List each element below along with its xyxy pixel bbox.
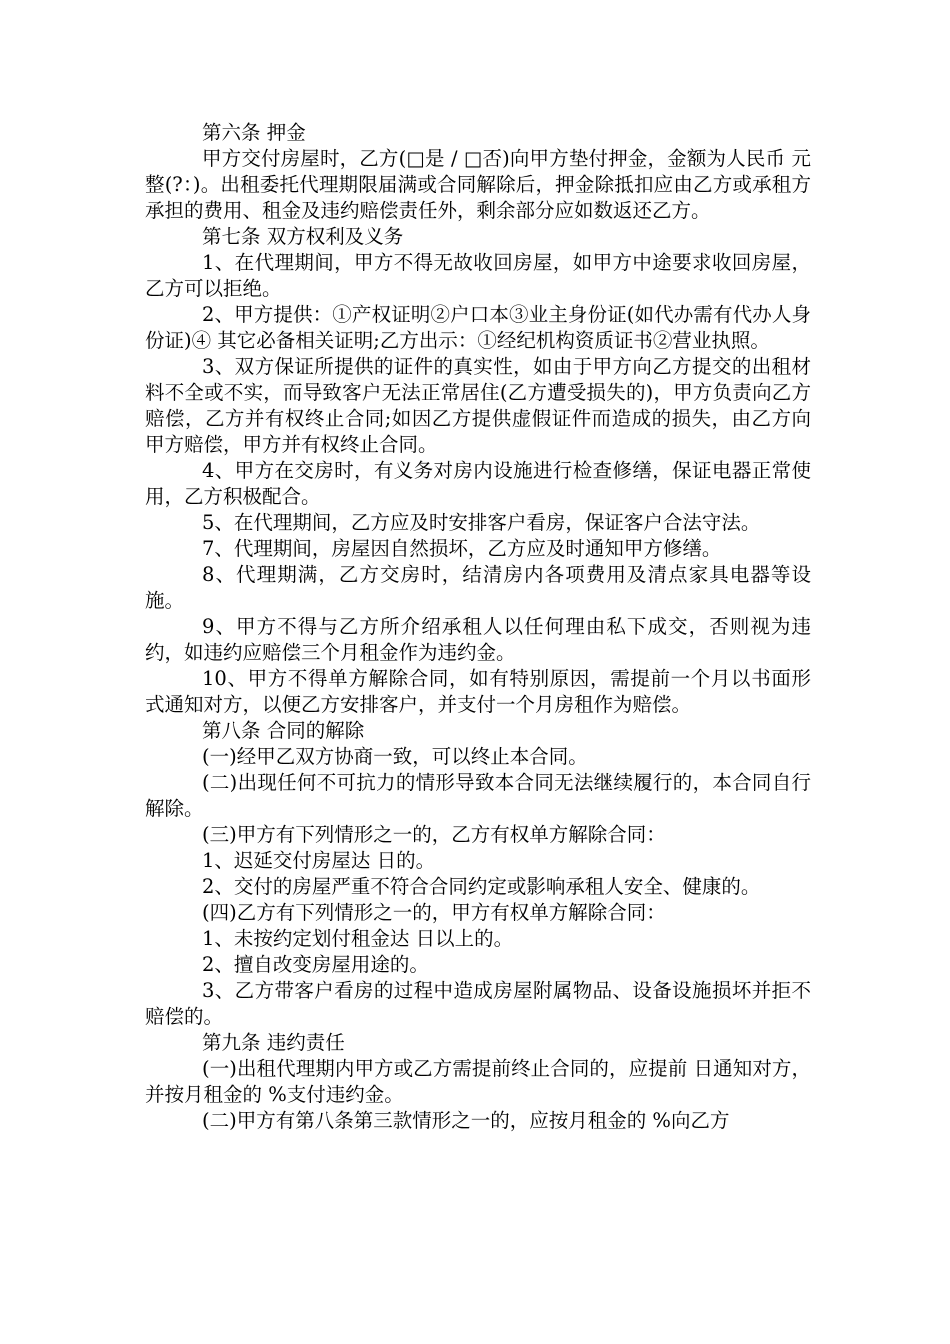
clause-item: (二)甲方有第八条第三款情形之一的，应按月租金的 %向乙方	[202, 1109, 730, 1132]
clause-item: 3、乙方带客户看房的过程中造成房屋附属物品、设备设施损坏并拒不赔偿的。	[145, 979, 811, 1028]
clause-item: (一)经甲乙双方协商一致，可以终止本合同。	[202, 745, 588, 768]
clause-item: (四)乙方有下列情形之一的，甲方有权单方解除合同：	[202, 901, 666, 924]
clause-item: 5、在代理期间，乙方应及时安排客户看房，保证客户合法守法。	[202, 511, 761, 534]
clause-item: 2、交付的房屋严重不符合合同约定或影响承租人安全、健康的。	[202, 875, 761, 898]
clause-item: 2、甲方提供：①产权证明②户口本③业主身份证(如代办需有代办人身份证)④ 其它必备相关证明;乙方出示：①经纪机构资质证书②营业执照。	[145, 303, 811, 352]
article-6-heading: 第六条 押金	[202, 121, 306, 144]
clause-item: 1、迟延交付房屋达 日的。	[202, 849, 436, 872]
clause-item: 1、在代理期间，甲方不得无故收回房屋，如甲方中途要求收回房屋，乙方可以拒绝。	[145, 251, 811, 300]
clause-item: (二)出现任何不可抗力的情形导致本合同无法继续履行的，本合同自行解除。	[145, 771, 811, 820]
deposit-paragraph: 甲方交付房屋时，乙方(□是 / □否)向甲方垫付押金，金额为人民币 元整(?：)。出租委托代理期限届满或合同解除后，押金除抵扣应由乙方或承租方承担的费用、租金及违约赔偿责任外，剩余部分应如数返还乙方。	[145, 147, 811, 222]
clause-item: (三)甲方有下列情形之一的，乙方有权单方解除合同：	[202, 823, 666, 846]
clause-item: 3、双方保证所提供的证件的真实性，如由于甲方向乙方提交的出租材料不全或不实，而导致客户无法正常居住(乙方遭受损失的)，甲方负责向乙方赔偿，乙方并有权终止合同;如因乙方提供虚假证件而造成的损失，由乙方向甲方赔偿，甲方并有权终止合同。	[145, 355, 811, 456]
clause-item: (一)出租代理期内甲方或乙方需提前终止合同的，应提前 日通知对方，并按月租金的 %支付违约金。	[145, 1057, 811, 1106]
clause-item: 7、代理期间，房屋因自然损坏，乙方应及时通知甲方修缮。	[202, 537, 722, 560]
clause-item: 9、甲方不得与乙方所介绍承租人以任何理由私下成交，否则视为违约，如违约应赔偿三个月租金作为违约金。	[145, 615, 811, 664]
clause-item: 8、代理期满，乙方交房时，结清房内各项费用及清点家具电器等设施。	[145, 563, 811, 612]
clause-item: 1、未按约定划付租金达 日以上的。	[202, 927, 514, 950]
clause-item: 10、甲方不得单方解除合同，如有特别原因，需提前一个月以书面形式通知对方，以便乙方安排客户，并支付一个月房租作为赔偿。	[145, 667, 811, 716]
document-body	[145, 120, 811, 1134]
article-9-heading: 第九条 违约责任	[202, 1031, 345, 1054]
clause-item: 2、擅自改变房屋用途的。	[202, 953, 429, 976]
article-7-heading: 第七条 双方权利及义务	[202, 225, 404, 248]
article-8-heading: 第八条 合同的解除	[202, 719, 365, 742]
clause-item: 4、甲方在交房时，有义务对房内设施进行检查修缮，保证电器正常使用，乙方积极配合。	[145, 459, 811, 508]
